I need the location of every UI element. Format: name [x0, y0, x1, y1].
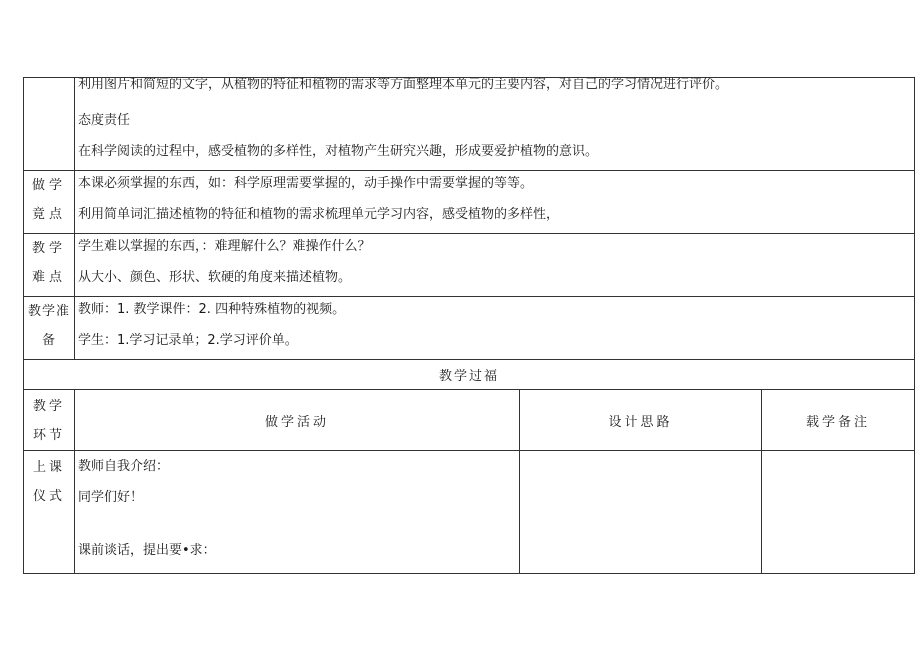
key-points-label-1: 做学 — [31, 178, 66, 193]
key-points-label — [24, 171, 75, 234]
stage-cell-2: 仪式 — [32, 489, 65, 504]
stage-cell-1: 上课 — [32, 460, 65, 475]
activity-header: 做学活动 — [75, 390, 520, 451]
key-points-row — [24, 171, 915, 234]
preparation-row — [24, 297, 915, 360]
notes-header: 载学备注 — [762, 390, 915, 451]
preparation-line-2: 学生：1.学习记录单；2.学习评价单。 — [78, 333, 298, 348]
preparation-line-1: 教师：1. 教学课件：2. 四种特殊植物的视频。 — [78, 302, 346, 317]
objectives-line-3: 在科学阅读的过程中，感受植物的多样性，对植物产生研究兴趣，形成要爱护植物的意识。 — [78, 144, 599, 159]
objectives-line-2: 态度责任 — [78, 113, 131, 128]
design-header: 设计思路 — [520, 390, 762, 451]
lesson-plan-table — [23, 77, 915, 574]
key-points-label-2: 竟点 — [31, 207, 66, 222]
key-points-content — [75, 171, 915, 234]
preparation-label — [24, 297, 75, 360]
preparation-label-1: 教学准 — [27, 304, 70, 319]
difficulties-line-1: 学生难以掌握的东西，：难理解什么？难操作什么？ — [78, 239, 371, 254]
design-cell — [520, 451, 762, 574]
notes-cell — [762, 451, 915, 574]
difficulties-content — [75, 234, 915, 297]
objectives-line-1: 利用图片和简短的文字，从植物的特征和植物的需求等方面整理本单元的主要内容，对自己的学习情况进行评价。 — [78, 78, 729, 92]
activity-line-2: 同学们好！ — [78, 490, 144, 505]
difficulties-line-2: 从大小、颜色、形状、软硬的角度来描述植物。 — [78, 270, 352, 285]
process-title: 教学过福 — [24, 360, 915, 390]
difficulties-row — [24, 234, 915, 297]
preparation-label-2: 备 — [41, 333, 56, 348]
activity-line-1: 教师自我介绍： — [78, 459, 170, 474]
preparation-content — [75, 297, 915, 360]
process-title-row — [24, 360, 915, 390]
difficulties-label — [24, 234, 75, 297]
stage-header-1: 教学 — [32, 399, 65, 414]
activity-cell — [75, 451, 520, 574]
difficulties-label-1: 教学 — [31, 241, 66, 256]
difficulties-label-2: 难点 — [31, 270, 66, 285]
objectives-label-cell — [24, 78, 75, 171]
objectives-row — [24, 78, 915, 171]
process-header-row — [24, 390, 915, 451]
stage-header-2: 环节 — [32, 428, 65, 443]
process-row — [24, 451, 915, 574]
activity-line-3: 课前谈话，提出要•求： — [78, 543, 216, 558]
stage-header — [24, 390, 75, 451]
key-points-line-1: 本课必须掌握的东西，如：科学原理需要掌握的，动手操作中需要掌握的等等。 — [78, 176, 534, 191]
stage-cell — [24, 451, 75, 574]
objectives-content — [75, 78, 915, 171]
key-points-line-2: 利用简单词汇描述植物的特征和植物的需求梳理单元学习内容，感受植物的多样性， — [78, 207, 560, 222]
